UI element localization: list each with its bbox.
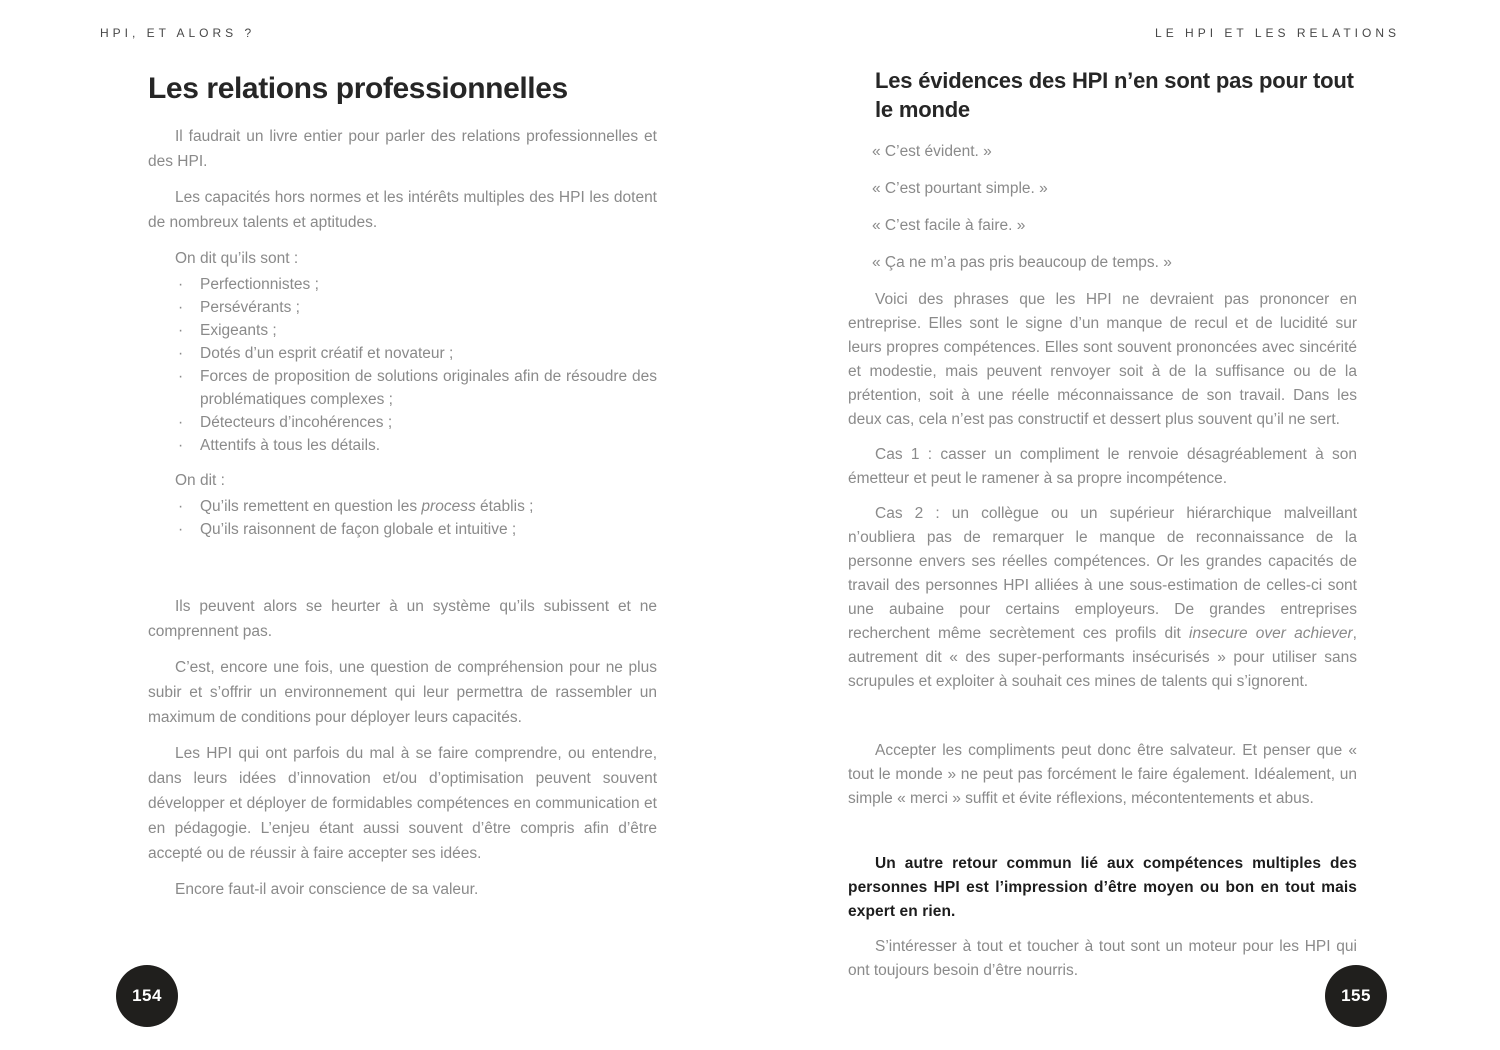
italic-term: insecure over achiever (1189, 625, 1353, 642)
paragraph: Encore faut-il avoir conscience de sa valeur. (175, 881, 479, 898)
page-title: Les relations professionnelles (148, 72, 568, 105)
list-item-text: Attentifs à tous les détails. (200, 437, 381, 454)
paragraph: C’est, encore une fois, une question de compréhension pour ne plus subir et s’offrir un environnement qui leur permettra de rassembler un maximum de conditions pour déployer leurs capacités. (148, 659, 657, 726)
spacer (148, 552, 657, 594)
list-item (148, 495, 657, 518)
list-item (148, 296, 657, 319)
page-left-content (148, 70, 657, 913)
paragraph: Cas 1 : casser un compliment le renvoie désagréablement à son émetteur et peut le ramener à sa propre incompétence. (848, 446, 1357, 487)
list-item-text: Persévérants ; (200, 299, 300, 316)
bullet-list (148, 495, 657, 541)
paragraph: S’intéresser à tout et toucher à tout sont un moteur pour les HPI qui ont toujours besoin d’être nourris. (848, 938, 1357, 979)
quote-line: « Ça ne m’a pas pris beaucoup de temps. » (872, 254, 1172, 271)
bullet-icon: · (178, 368, 184, 385)
list-item (148, 342, 657, 365)
bullet-icon: · (178, 498, 184, 515)
list-item (148, 434, 657, 457)
bullet-icon: · (178, 521, 184, 538)
list-item (148, 365, 657, 411)
spacer (848, 705, 1357, 739)
section-title: Les évidences des HPI n’en sont pas pour tout le monde (875, 68, 1354, 122)
page-number: 154 (132, 986, 162, 1005)
running-head-right: LE HPI ET LES RELATIONS (1155, 26, 1400, 40)
page-number-badge-left (116, 965, 178, 1027)
running-head-left: HPI, ET ALORS ? (100, 26, 256, 40)
italic-term: process (421, 498, 476, 515)
list-item (148, 319, 657, 342)
bullet-icon: · (178, 322, 184, 339)
paragraph: Ils peuvent alors se heurter à un système qu’ils subissent et ne comprennent pas. (148, 598, 657, 640)
list-item-text: Dotés d’un esprit créatif et novateur ; (200, 345, 454, 362)
list-intro: On dit qu’ils sont : (175, 250, 299, 267)
paragraph: Voici des phrases que les HPI ne devraient pas prononcer en entreprise. Elles sont le signe d’un manque de recul et de lucidité sur leurs propres compétences. Elles sont souvent prononcées avec sincérité et modestie, mais peuvent renvoyer soit à de la suffisance ou de la prétention, soit à une réelle méconnaissance de son travail. Dans les deux cas, cela n’est pas constructif et dessert plus souvent qu’il ne sert. (848, 291, 1357, 428)
emphasized-paragraph: Un autre retour commun lié aux compétences multiples des personnes HPI est l’impression d’être moyen ou bon en tout mais expert en rien. (848, 855, 1357, 920)
paragraph: Les HPI qui ont parfois du mal à se faire comprendre, ou entendre, dans leurs idées d’innovation et/ou d’optimisation peuvent souvent développer et déployer de formidables compétences en communication et en pédagogie. L’enjeu étant aussi souvent d’être compris afin d’être accepté ou de réussir à faire accepter ses idées. (148, 745, 657, 862)
bullet-icon: · (178, 437, 184, 454)
bullet-icon: · (178, 414, 184, 431)
list-item-text: Détecteurs d’incohérences ; (200, 414, 393, 431)
list-item-text: Perfectionnistes ; (200, 276, 319, 293)
quote-line: « C’est facile à faire. » (872, 217, 1026, 234)
list-item (148, 518, 657, 541)
bullet-icon: · (178, 276, 184, 293)
page-right-content (848, 66, 1357, 994)
list-item-text: Qu’ils remettent en question les process établis ; (200, 498, 534, 515)
list-item (148, 273, 657, 296)
bullet-icon: · (178, 299, 184, 316)
paragraph: Les capacités hors normes et les intérêts multiples des HPI les dotent de nombreux talents et aptitudes. (148, 189, 657, 231)
list-item-text: Qu’ils raisonnent de façon globale et intuitive ; (200, 521, 517, 538)
page-number: 155 (1341, 986, 1371, 1005)
bullet-icon: · (178, 345, 184, 362)
paragraph: Cas 2 : un collègue ou un supérieur hiérarchique malveillant n’oubliera pas de remarquer le manque de reconnaissance de la personne envers ses réelles compétences. Or les grandes capacités de travail des personnes HPI alliées à une sous-estimation de celles-ci sont une aubaine pour certains employeurs. De grandes entreprises recherchent même secrètement ces profils dit insecure over achiever, autrement dit « des super-performants insécurisés » pour utiliser sans scrupules et exploiter à souhait ces mines de talents qui s’ignorent. (848, 505, 1357, 690)
quote-line: « C’est évident. » (872, 143, 992, 160)
list-item (148, 411, 657, 434)
quote-line: « C’est pourtant simple. » (872, 180, 1048, 197)
list-item-text: Exigeants ; (200, 322, 277, 339)
paragraph: Accepter les compliments peut donc être salvateur. Et penser que « tout le monde » ne peut pas forcément le faire également. Idéalement, un simple « merci » suffit et évite réflexions, mécontentements et abus. (848, 742, 1357, 807)
spacer (848, 822, 1357, 852)
page-number-badge-right (1325, 965, 1387, 1027)
paragraph: Il faudrait un livre entier pour parler des relations professionnelles et des HPI. (148, 128, 657, 170)
list-intro: On dit : (175, 472, 225, 489)
list-item-text: Forces de proposition de solutions originales afin de résoudre des problématiques complexes ; (200, 368, 657, 408)
bullet-list (148, 273, 657, 457)
